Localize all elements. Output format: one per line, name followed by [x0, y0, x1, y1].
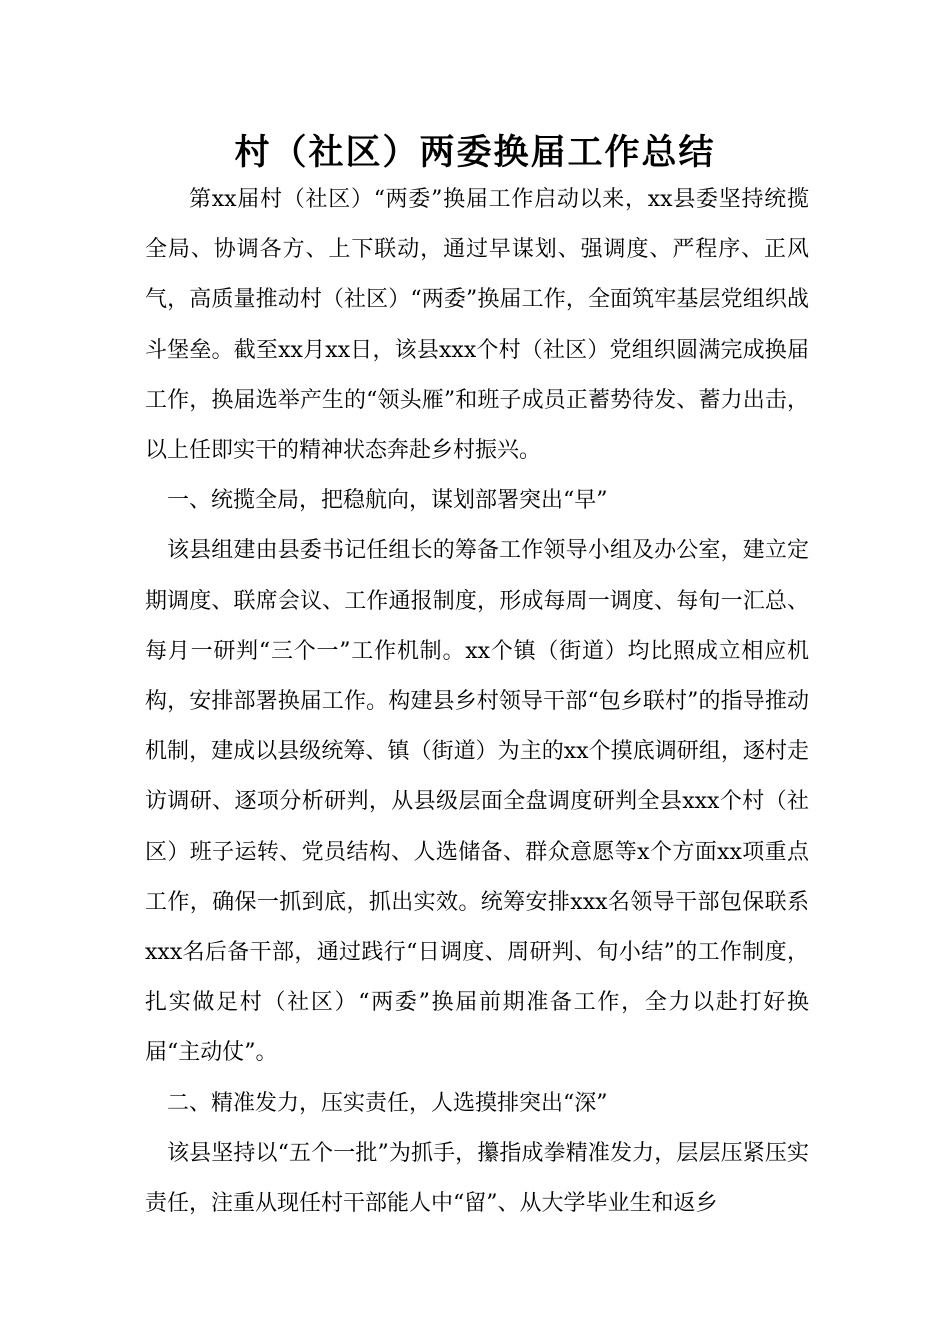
- section-2-paragraph: 该县坚持以“五个一批”为抓手，攥指成拳精准发力，层层压紧压实责任，注重从现任村干部能人中“留”、从大学毕业生和返乡: [145, 1140, 809, 1217]
- document-body: [145, 175, 809, 1229]
- document-title: 村（社区）两委换届工作总结: [234, 133, 716, 173]
- section-1-paragraph: 该县组建由县委书记任组长的筹备工作领导小组及办公室，建立定期调度、联席会议、工作通报制度，形成每周一调度、每旬一汇总、每月一研判“三个一”工作机制。xx个镇（街道）均比照成立相应机构，安排部署换届工作。构建县乡村领导干部“包乡联村”的指导推动机制，建成以县级统筹、镇（街道）为主的xx个摸底调研组，逐村走访调研、逐项分析研判，从县级层面全盘调度研判全县xxx个村（社区）班子运转、党员结构、人选储备、群众意愿等x个方面xx项重点工作，确保一抓到底，抓出实效。统筹安排xxx名领导干部包保联系xxx名后备干部，通过践行“日调度、周研判、旬小结”的工作制度，扎实做足村（社区）“两委”换届前期准备工作，全力以赴打好换届“主动仗”。: [145, 538, 809, 1066]
- intro-paragraph: 第xx届村（社区）“两委”换届工作启动以来，xx县委坚持统揽全局、协调各方、上下联动，通过早谋划、强调度、严程序、正风气，高质量推动村（社区）“两委”换届工作，全面筑牢基层党组织战斗堡垒。截至xx月xx日，该县xxx个村（社区）党组织圆满完成换届工作，换届选举产生的“领头雁”和班子成员正蓄势待发、蓄力出击，以上任即实干的精神状态奔赴乡村振兴。: [145, 187, 809, 464]
- section-heading-2: 二、精准发力，压实责任，人选摸排突出“深”: [167, 1090, 608, 1116]
- section-heading-1: 一、统揽全局，把稳航向，谋划部署突出“早”: [167, 488, 608, 514]
